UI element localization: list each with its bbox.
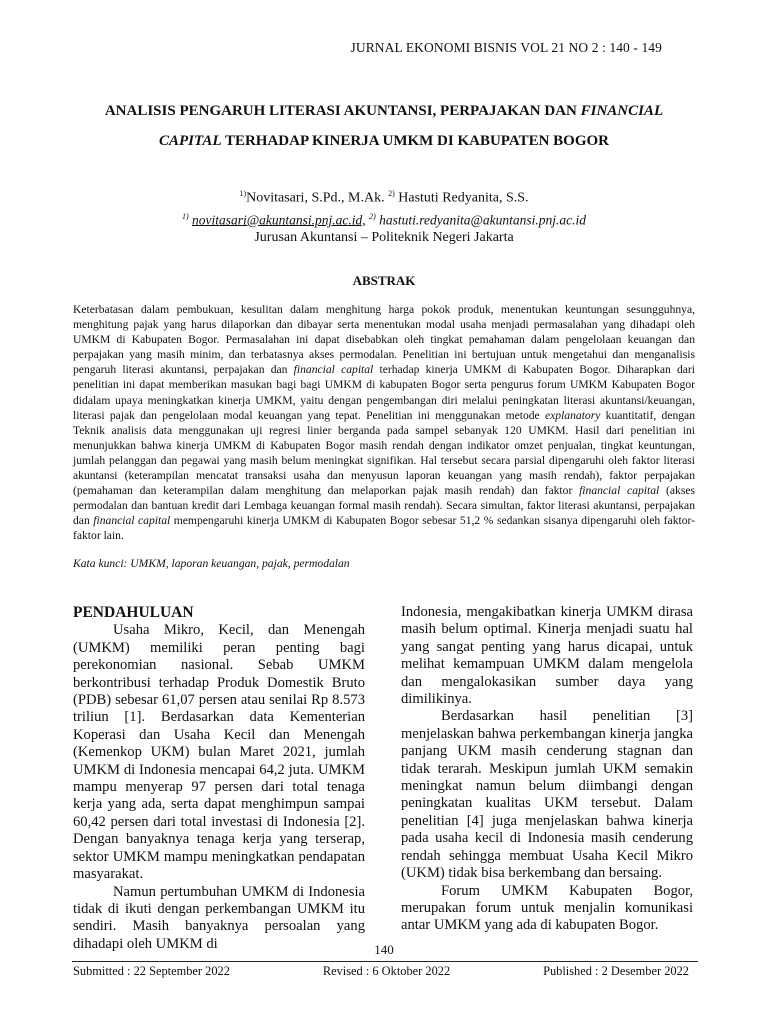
section-heading: PENDAHULUAN xyxy=(73,604,194,621)
paragraph: Forum UMKM Kabupaten Bogor, merupakan forum untuk menjalin komunikasi antar UMKM yang ada di kabupaten Bogor. xyxy=(401,882,693,934)
author-2: Hastuti Redyanita, S.S. xyxy=(394,190,529,206)
published-date: Published : 2 Desember 2022 xyxy=(543,964,689,978)
email-2: hastuti.redyanita@akuntansi.pnj.ac.id xyxy=(375,212,587,228)
email-link-1[interactable]: novitasari@akuntansi.pnj.ac.id, xyxy=(192,212,366,228)
author-emails: $^{1)}$ novitasari@akuntansi.pnj.ac.id, $^{2)}$ hastuti.redyanita@akuntansi.pnj.ac.id xyxy=(181,211,587,228)
body-column-left xyxy=(73,604,365,953)
submitted-date: Submitted : 22 September 2022 xyxy=(73,964,230,978)
journal-header: JURNAL EKONOMI BISNIS VOL 21 NO 2 : 140 - 149 xyxy=(350,40,662,55)
author-1: Novitasari, S.Pd., M.Ak. xyxy=(246,190,385,206)
footer-dates xyxy=(73,964,689,979)
author-names: $^{1)}$Novitasari, S.Pd., M.Ak. $^{2)}$ Hastuti Redyanita, S.S. xyxy=(239,189,529,206)
title-line-2: CAPITAL TERHADAP KINERJA UMKM DI KABUPATEN BOGOR xyxy=(158,133,610,149)
paragraph: Usaha Mikro, Kecil, dan Menengah (UMKM) memiliki peran penting bagi perekonomian nasional. Sebab UMKM berkontribusi terhadap Produk Domestik Bruto (PDB) sebesar 61,07 persen atau senilai Rp 8.573 triliun [1]. Berdasarkan data Kementerian Koperasi dan Usaha Kecil dan Menengah (Kemenkop UKM) bulan Maret 2021, jumlah UMKM di Indonesia mencapai 64,2 juta. UMKM mampu menyerap 97 persen dari total tenaga kerja yang ada, serta dapat menghimpun sampai 60,42 persen dari total investasi di Indonesia [2]. Dengan banyaknya tenaga kerja yang terserap, sektor UMKM mampu meningkatkan pendapatan masyarakat. xyxy=(73,622,365,883)
keywords: Kata kunci: UMKM, laporan keuangan, pajak, permodalan xyxy=(73,557,350,570)
title-line-1: ANALISIS PENGARUH LITERASI AKUNTANSI, PERPAJAKAN DAN FINANCIAL xyxy=(104,103,664,119)
abstract-text: Keterbatasan dalam pembukuan, kesulitan dalam menghitung harga pokok produk, menentukan keuntungan sesungguhnya, menghitung pajak yang harus dilaporkan dan dibayar serta menentukan modal usaha menjadi permasalahan yang dihadapi oleh UMKM di Kabupaten Bogor. Permasalahan ini dapat disebabkan oleh tingkat pemahaman dalam pengelolaan keuangan dan perpajakan yang masih minim, dan terbatasnya akses permodalan. Penelitian ini bertujuan untuk mengetahui dan menganalisis pengaruh literasi akuntansi, perpajakan dan financial capital terhadap kinerja UMKM di Kabupaten Bogor. Diharapkan dari penelitian ini dapat memberikan masukan bagi bagi UMKM di kabupaten Bogor serta pengurus forum UMKM Kabupaten Bogor didalam upaya meningkatkan kinerja UMKM, yaitu dengan pengembangan diri melalui peningkatan literasi akuntansi/keuangan, literasi pajak dan pengelolaan modal keuangan yang tepat. Penelitian ini menggunakan metode explanatory kuantitatif, dengan Teknik analisis data menggunakan uji regresi linier berganda pada sampel sebanyak 120 UMKM. Hasil dari penelitian ini menunjukkan bahwa kinerja UMKM di Kabupaten Bogor masih rendah dengan indikator omzet penjualan, tingkat keuntungan, jumlah pelanggan dan pegawai yang masih belum meningkat signifikan. Hal tersebut secara parsial dipengaruhi oleh faktor literasi akuntansi (keterampilan mencatat transaksi usaha dan menyusun laporan keuangan yang masih rendah), faktor perpajakan (pemahaman dan keterampilan dalam menghitung dan melaporkan pajak masih rendah) dan faktor financial capital (akses permodalan dan bantuan kredit dari Lembaga keuangan formal masih rendah). Secara simultan, faktor literasi akuntansi, perpajakan dan financial capital mempengaruhi kinerja UMKM di Kabupaten Bogor sebesar 51,2 % sedankan sisanya dipengaruhi oleh faktor-faktor lain. xyxy=(73,303,696,543)
paragraph: Namun pertumbuhan UMKM di Indonesia tidak di ikuti dengan perkembangan UMKM itu sendiri. Masih banyaknya persoalan yang dihadapi oleh UMKM di xyxy=(73,883,365,952)
body-column-right xyxy=(401,604,693,935)
affiliation: Jurusan Akuntansi – Politeknik Negeri Jakarta xyxy=(254,230,514,246)
paragraph: Berdasarkan hasil penelitian [3] menjelaskan bahwa perkembangan kinerja jangka panjang UKM masih cenderung stagnan dan tidak terarah. Meskipun jumlah UKM semakin meningkat namun belum diimbangi dengan peningkatan kualitas UKM tersebut. Dalam penelitian [4] juga menjelaskan bahwa kinerja pada usaha kecil di Indonesia masih cenderung rendah sehingga membuat Usaha Kecil Mikro (UKM) tidak bisa berkembang dan bersaing. xyxy=(401,708,693,882)
abstract-heading: ABSTRAK xyxy=(352,273,416,288)
page-number: 140 xyxy=(374,942,394,957)
footer-divider xyxy=(72,961,698,962)
paragraph: Indonesia, mengakibatkan kinerja UMKM dirasa masih belum optimal. Kinerja menjadi suatu hal yang sangat penting yang harus dicapai, untuk melihat kemampuan UMKM dalam mengelola dan mengalokasikan sumber daya yang dimilikinya. xyxy=(401,604,693,708)
revised-date: Revised : 6 Oktober 2022 xyxy=(322,964,451,978)
author-block xyxy=(70,185,698,247)
paper-title xyxy=(70,96,698,156)
